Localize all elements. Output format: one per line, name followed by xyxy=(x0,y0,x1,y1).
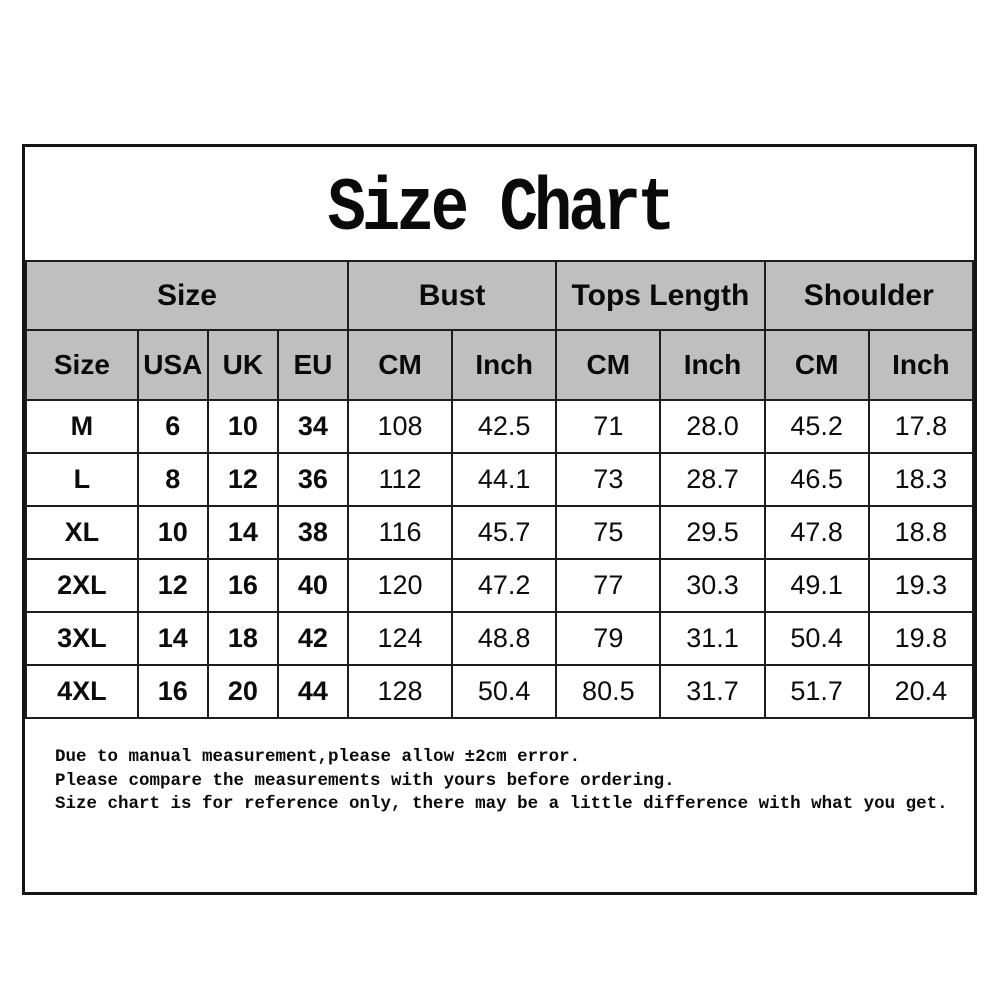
table-cell: 12 xyxy=(138,559,208,612)
table-cell: 28.0 xyxy=(660,400,764,453)
col-header-bust-inch: Inch xyxy=(452,330,556,400)
table-cell: 29.5 xyxy=(660,506,764,559)
table-cell: 17.8 xyxy=(869,400,973,453)
group-header-tops-length: Tops Length xyxy=(556,261,764,330)
col-header-uk: UK xyxy=(208,330,278,400)
table-cell: 10 xyxy=(208,400,278,453)
table-cell: 18 xyxy=(208,612,278,665)
table-cell: 116 xyxy=(348,506,452,559)
table-cell: 3XL xyxy=(26,612,138,665)
table-cell: 6 xyxy=(138,400,208,453)
group-header-size: Size xyxy=(26,261,348,330)
table-cell: 18.3 xyxy=(869,453,973,506)
col-header-shoulder-inch: Inch xyxy=(869,330,973,400)
table-cell: 44 xyxy=(278,665,348,718)
size-row-l xyxy=(26,453,973,506)
col-header-tops-cm: CM xyxy=(556,330,660,400)
table-cell: 80.5 xyxy=(556,665,660,718)
table-cell: 4XL xyxy=(26,665,138,718)
size-row-m xyxy=(26,400,973,453)
table-cell: 73 xyxy=(556,453,660,506)
table-cell: 75 xyxy=(556,506,660,559)
size-row-3xl xyxy=(26,612,973,665)
table-cell: 14 xyxy=(208,506,278,559)
table-cell: 77 xyxy=(556,559,660,612)
title-area xyxy=(25,169,974,251)
size-row-4xl xyxy=(26,665,973,718)
table-cell: 47.2 xyxy=(452,559,556,612)
note-line-1: Due to manual measurement,please allow ±2cm error. xyxy=(55,747,581,767)
table-cell: 42 xyxy=(278,612,348,665)
table-cell: 16 xyxy=(138,665,208,718)
table-cell: 50.4 xyxy=(452,665,556,718)
col-header-shoulder-cm: CM xyxy=(765,330,869,400)
table-cell: 14 xyxy=(138,612,208,665)
table-cell: XL xyxy=(26,506,138,559)
table-cell: 40 xyxy=(278,559,348,612)
col-header-bust-cm: CM xyxy=(348,330,452,400)
table-cell: 79 xyxy=(556,612,660,665)
table-cell: 49.1 xyxy=(765,559,869,612)
table-cell: 31.7 xyxy=(660,665,764,718)
table-cell: 30.3 xyxy=(660,559,764,612)
table-cell: 8 xyxy=(138,453,208,506)
note-line-2: Please compare the measurements with yours before ordering. xyxy=(55,770,675,791)
col-header-usa: USA xyxy=(138,330,208,400)
table-cell: 108 xyxy=(348,400,452,453)
table-cell: 31.1 xyxy=(660,612,764,665)
table-cell: 48.8 xyxy=(452,612,556,665)
table-cell: 36 xyxy=(278,453,348,506)
table-cell: 28.7 xyxy=(660,453,764,506)
table-cell: M xyxy=(26,400,138,453)
col-header-size: Size xyxy=(26,330,138,400)
table-cell: 34 xyxy=(278,400,348,453)
table-cell: 2XL xyxy=(26,559,138,612)
table-cell: 128 xyxy=(348,665,452,718)
table-cell: 71 xyxy=(556,400,660,453)
table-cell: 44.1 xyxy=(452,453,556,506)
column-header-row xyxy=(26,330,973,400)
table-cell: 20.4 xyxy=(869,665,973,718)
note-line-3: Size chart is for reference only, there may be a little difference with what you get. xyxy=(55,794,948,814)
group-header-bust: Bust xyxy=(348,261,556,330)
table-cell: 42.5 xyxy=(452,400,556,453)
size-row-2xl xyxy=(26,559,973,612)
table-cell: 10 xyxy=(138,506,208,559)
col-header-eu: EU xyxy=(278,330,348,400)
table-cell: L xyxy=(26,453,138,506)
table-cell: 38 xyxy=(278,506,348,559)
table-cell: 18.8 xyxy=(869,506,973,559)
table-cell: 51.7 xyxy=(765,665,869,718)
measurement-notes xyxy=(25,746,974,817)
table-cell: 112 xyxy=(348,453,452,506)
group-header-row xyxy=(26,261,973,330)
table-cell: 16 xyxy=(208,559,278,612)
table-cell: 19.3 xyxy=(869,559,973,612)
table-cell: 12 xyxy=(208,453,278,506)
page-title: Size Chart xyxy=(327,167,672,253)
table-cell: 19.8 xyxy=(869,612,973,665)
table-cell: 50.4 xyxy=(765,612,869,665)
table-cell: 45.2 xyxy=(765,400,869,453)
size-chart-table xyxy=(25,260,974,719)
col-header-tops-inch: Inch xyxy=(660,330,764,400)
table-cell: 120 xyxy=(348,559,452,612)
size-chart-panel xyxy=(22,144,977,895)
table-cell: 45.7 xyxy=(452,506,556,559)
group-header-shoulder: Shoulder xyxy=(765,261,973,330)
table-cell: 46.5 xyxy=(765,453,869,506)
table-cell: 47.8 xyxy=(765,506,869,559)
table-cell: 20 xyxy=(208,665,278,718)
size-row-xl xyxy=(26,506,973,559)
table-cell: 124 xyxy=(348,612,452,665)
